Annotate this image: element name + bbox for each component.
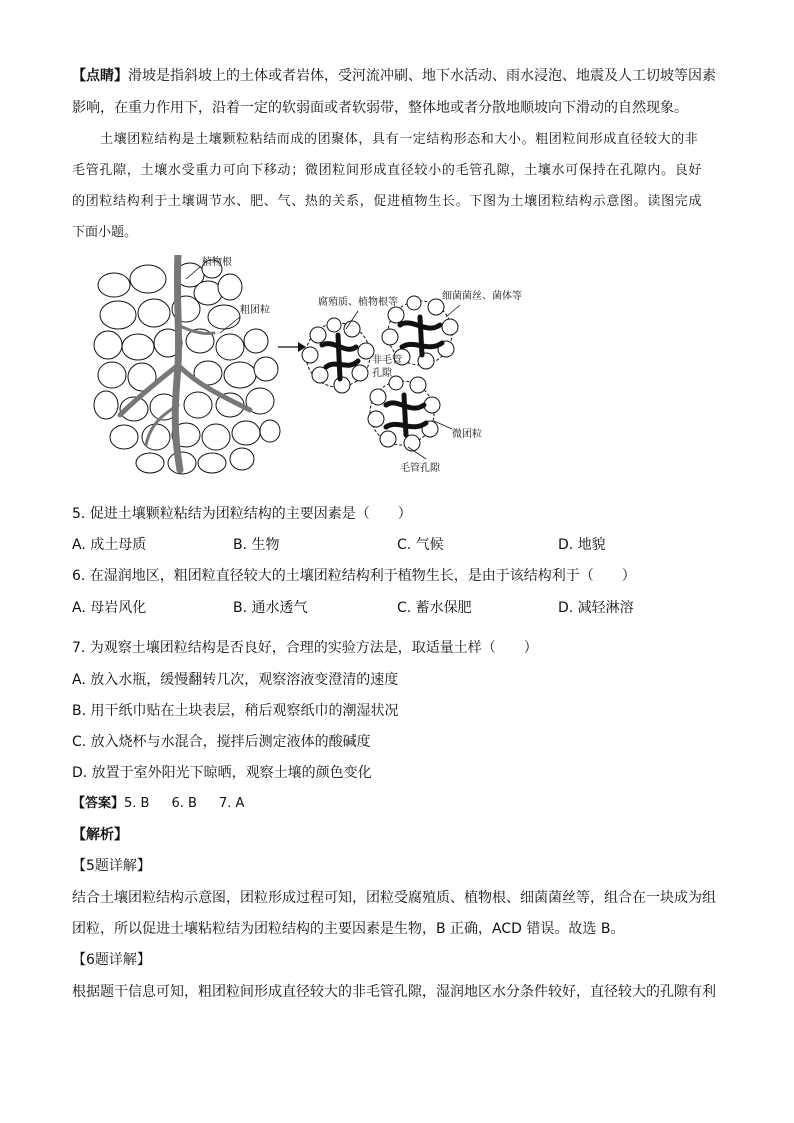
- question-5-stem: 5. 促进土壤颗粒粘结为团粒结构的主要因素是（ ）: [72, 506, 412, 522]
- q6-option-a[interactable]: A. 母岩风化: [72, 600, 147, 616]
- q6-detail-label: 【6题详解】: [72, 952, 151, 968]
- analysis-label: 【解析】: [72, 827, 128, 843]
- question-7-stem: 7. 为观察土壤团粒结构是否良好，合理的实验方法是，取适量土样（ ）: [72, 640, 538, 656]
- soil-aggregate-figure: [90, 255, 560, 485]
- tip-line-1: [72, 66, 716, 86]
- q6-detail-line-1: 根据题干信息可知，粗团粒间形成直径较大的非毛管孔隙，湿润地区水分条件较好，直径较大的孔隙有利: [72, 984, 716, 1000]
- q6-option-c[interactable]: C. 蓄水保肥: [397, 600, 472, 616]
- q6-option-b[interactable]: B. 通水透气: [233, 600, 308, 616]
- answer-6: 6. B: [171, 796, 197, 811]
- q5-detail-line-1: 结合土壤团粒结构示意图，团粒形成过程可知，团粒受腐殖质、植物根、细菌菌丝等，组合在一块成为组: [72, 890, 716, 906]
- label-noncapillary-pore-2: 孔隙: [372, 368, 392, 379]
- q7-option-a[interactable]: A. 放入水瓶，缓慢翻转几次，观察溶液变澄清的速度: [72, 672, 399, 688]
- label-bacteria-hyphae: 细菌菌丝、菌体等: [442, 291, 522, 302]
- intro-para-line-3: 的团粒结构利于土壤调节水、肥、气、热的关系，促进植物生长。下图为土壤团粒结构示意图。读图完成: [72, 194, 703, 209]
- answer-line: [72, 794, 266, 814]
- answer-label: 【答案】: [72, 796, 125, 811]
- q7-option-b[interactable]: B. 用干纸巾贴在土块表层，稍后观察纸巾的潮湿状况: [72, 703, 399, 719]
- q6-option-d[interactable]: D. 减轻淋溶: [558, 600, 634, 616]
- label-micro-aggregate: 微团粒: [452, 429, 482, 440]
- q5-option-b[interactable]: B. 生物: [233, 537, 280, 553]
- transition-arrow: [278, 342, 306, 352]
- label-capillary-pore: 毛管孔隙: [400, 463, 440, 474]
- intro-para-line-2: 毛管孔隙，土壤水受重力可向下移动；微团粒间形成直径较小的毛管孔隙，土壤水可保持在孔隙内。良好: [72, 163, 703, 178]
- question-6-stem: 6. 在湿润地区，粗团粒直径较大的土壤团粒结构利于植物生长，是由于该结构利于（ ）: [72, 568, 636, 584]
- answer-7: 7. A: [218, 796, 245, 811]
- q5-detail-label: 【5题详解】: [72, 858, 151, 874]
- q5-detail-line-2: 团粒，所以促进土壤粘粒结为团粒结构的主要因素是生物，B 正确，ACD 错误。故选 B。: [72, 921, 625, 937]
- answer-5: 5. B: [124, 796, 150, 811]
- intro-para-line-4: 下面小题。: [72, 225, 138, 240]
- tip-line-2: 影响，在重力作用下，沿着一定的软弱面或者软弱带，整体地或者分散地顺坡向下滑动的自然现象。: [72, 100, 688, 116]
- intro-para-line-1: 土壤团粒结构是土壤颗粒粘结而成的团聚体，具有一定结构形态和大小。粗团粒间形成直径较大的非: [100, 132, 699, 147]
- q7-option-c[interactable]: C. 放入烧杯与水混合，搅拌后测定液体的酸碱度: [72, 734, 371, 750]
- q5-option-a[interactable]: A. 成土母质: [72, 537, 147, 553]
- label-humus-roots: 腐殖质、植物根等: [318, 297, 398, 308]
- tip-label: 【点睛】: [72, 68, 128, 84]
- label-noncapillary-pore-1: 非毛管: [372, 355, 402, 366]
- q5-option-c[interactable]: C. 气候: [397, 537, 444, 553]
- tip-text-1: 滑坡是指斜坡上的土体或者岩体，受河流冲刷、地下水活动、雨水浸泡、地震及人工切坡等因素: [128, 68, 716, 84]
- q5-option-d[interactable]: D. 地貌: [558, 537, 606, 553]
- label-coarse-aggregate: 粗团粒: [240, 305, 270, 316]
- label-plant-root: 植物根: [202, 257, 232, 268]
- q7-option-d[interactable]: D. 放置于室外阳光下晾晒，观察土壤的颜色变化: [72, 765, 372, 781]
- coarse-aggregate-block: [94, 260, 280, 474]
